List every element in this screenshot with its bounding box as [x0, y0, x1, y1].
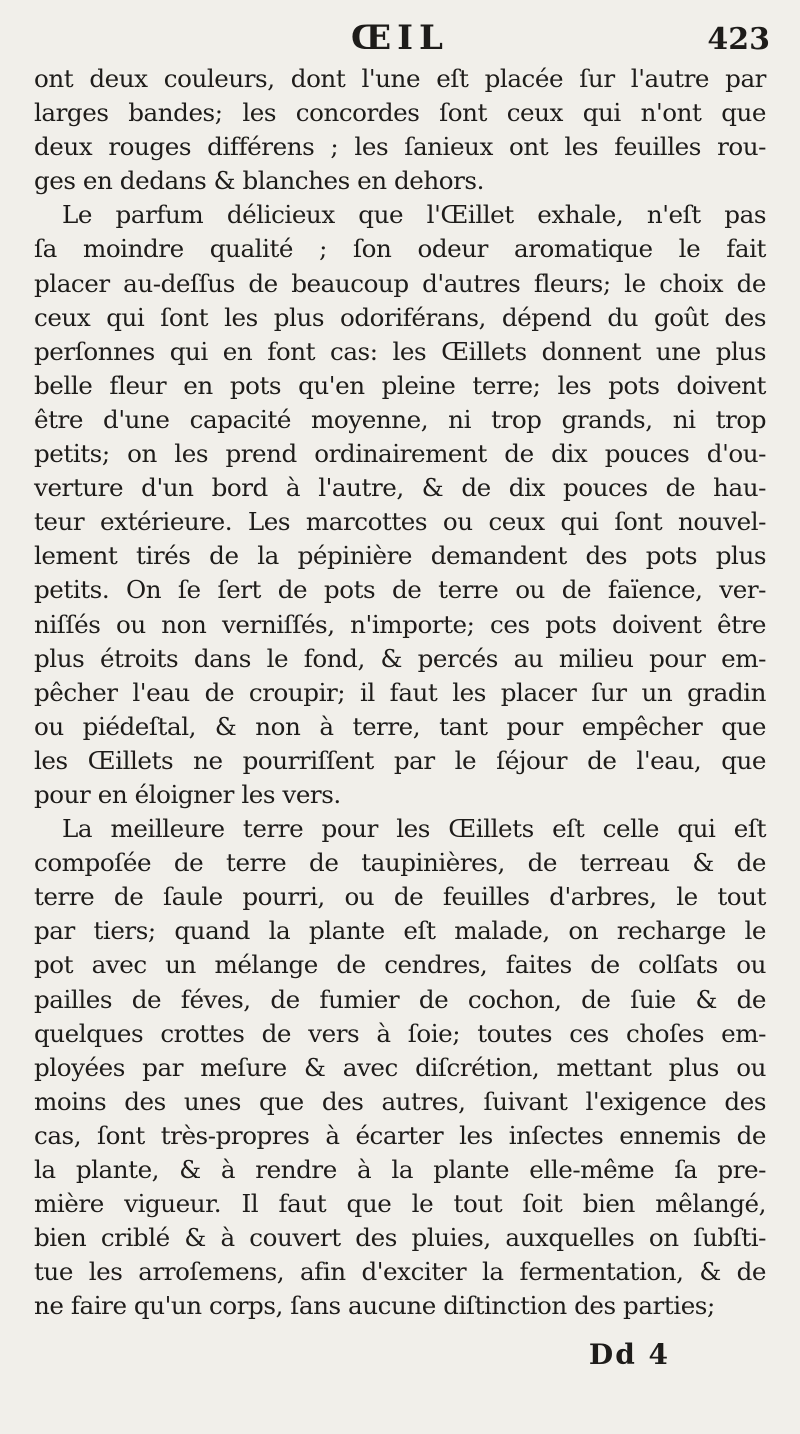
- text-line: ou piédeſtal, & non à terre, tant pour empêcher que: [34, 711, 766, 741]
- text-line: ployées par meſure & avec diſcrétion, mettant plus ou: [34, 1052, 766, 1082]
- text-line: les Œillets ne pourriſſent par le ſéjour de l'eau, que: [34, 745, 766, 775]
- paragraph: [34, 812, 766, 1323]
- text-line: compoſée de terre de taupinières, de terreau & de: [34, 848, 766, 878]
- text-line: ont deux couleurs, dont l'une eſt placée ſur l'autre par: [34, 64, 766, 93]
- text-line: cas, ſont très-propres à écarter les inſectes ennemis de: [34, 1120, 766, 1150]
- text-line: pot avec un mélange de cendres, faites de colſats ou: [34, 950, 766, 980]
- text-line: teur extérieure. Les marcottes ou ceux qui ſont nouvel-: [34, 507, 766, 537]
- text-line: ceux qui ſont les plus odoriférans, dépend du goût des: [34, 302, 766, 332]
- text-line: moins des unes que des autres, ſuivant l'exigence des: [34, 1086, 766, 1116]
- body-text: [34, 62, 766, 1323]
- text-line: quelques crottes de vers à ſoie; toutes ces choſes em-: [34, 1018, 766, 1048]
- running-title: ŒIL: [351, 18, 449, 58]
- running-head: [30, 18, 770, 62]
- text-line: perſonnes qui en font cas: les Œillets donnent une plus: [34, 336, 766, 366]
- text-line: petits. On ſe ſert de pots de terre ou de faïence, ver-: [34, 575, 766, 605]
- text-line: petits; on les prend ordinairement de dix pouces d'ou-: [34, 439, 766, 469]
- text-line: mière vigueur. Il faut que le tout ſoit bien mêlangé,: [34, 1189, 766, 1219]
- text-line: pour en éloigner les vers.: [34, 779, 341, 809]
- text-line: plus étroits dans le fond, & percés au milieu pour em-: [34, 643, 766, 673]
- text-line: niſſés ou non verniſſés, n'importe; ces pots doivent être: [34, 609, 766, 639]
- text-line: tue les arroſemens, afin d'exciter la fermentation, & de: [34, 1257, 766, 1287]
- text-line: belle fleur en pots qu'en pleine terre; les pots doivent: [34, 370, 766, 400]
- text-line: ſa moindre qualité ; ſon odeur aromatique le fait: [34, 234, 766, 264]
- text-line: terre de ſaule pourri, ou de feuilles d'arbres, le tout: [34, 882, 766, 912]
- text-line: pailles de féves, de fumier de cochon, de ſuie & de: [34, 984, 766, 1014]
- paragraph: [34, 198, 766, 812]
- text-line: bien criblé & à couvert des pluies, auxquelles on ſubſti-: [34, 1223, 766, 1253]
- text-line: placer au-deſſus de beaucoup d'autres fleurs; le choix de: [34, 268, 766, 298]
- text-line: lement tirés de la pépinière demandent des pots plus: [34, 541, 766, 571]
- text-line: par tiers; quand la plante eſt malade, on recharge le: [34, 916, 766, 946]
- page-number: 423: [707, 22, 770, 57]
- text-line: verture d'un bord à l'autre, & de dix pouces de hau-: [34, 473, 766, 503]
- text-line: ges en dedans & blanches en dehors.: [34, 166, 484, 196]
- text-line: deux rouges différens ; les ſanieux ont les feuilles rou-: [34, 132, 766, 162]
- text-line: être d'une capacité moyenne, ni trop grands, ni trop: [34, 404, 766, 434]
- text-line: La meilleure terre pour les Œillets eſt celle qui eſt: [62, 814, 766, 844]
- text-line: Le parfum délicieux que l'Œillet exhale, n'eſt pas: [62, 200, 766, 230]
- text-line: ne faire qu'un corps, ſans aucune diſtinction des parties;: [34, 1291, 715, 1321]
- text-line: pêcher l'eau de croupir; il faut les placer ſur un gradin: [34, 677, 766, 707]
- text-line: la plante, & à rendre à la plante elle-même ſa pre-: [34, 1155, 766, 1184]
- signature-mark: Dd 4: [588, 1338, 670, 1371]
- text-line: larges bandes; les concordes ſont ceux qui n'ont que: [34, 98, 766, 128]
- paragraph: [34, 62, 766, 198]
